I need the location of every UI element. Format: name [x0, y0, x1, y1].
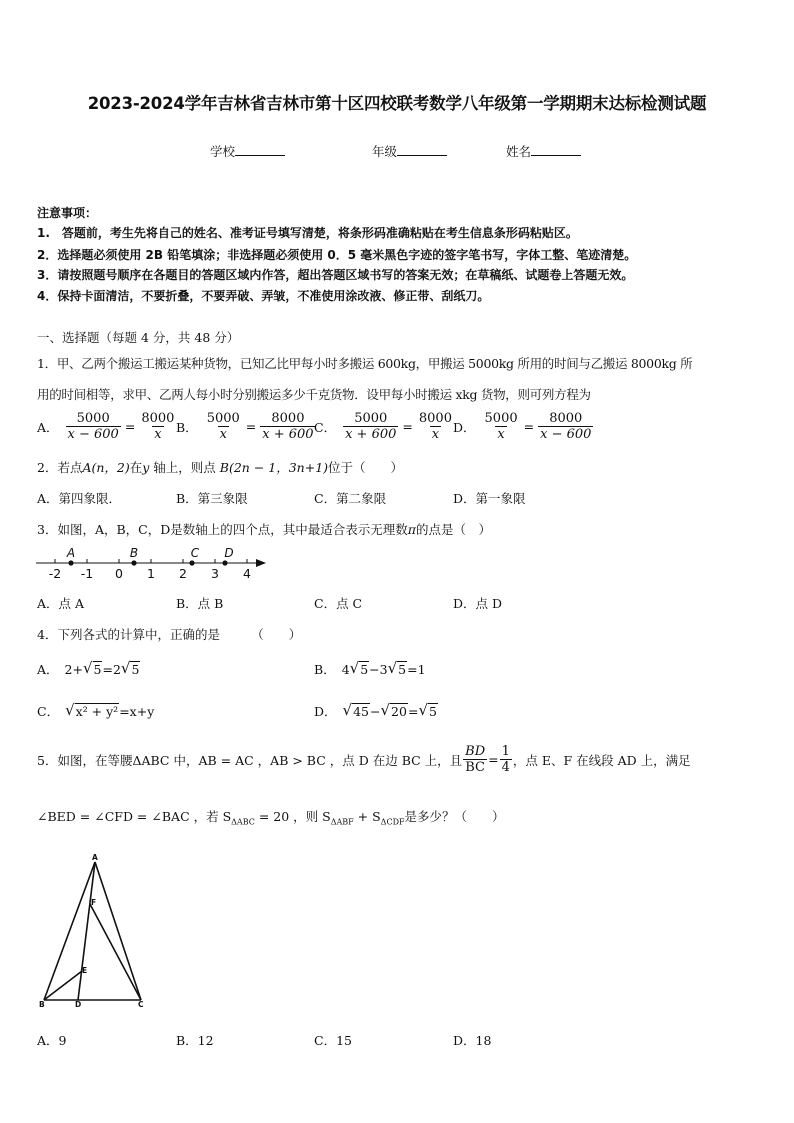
- q1-option-d[interactable]: D． $\frac{5000}{x}$ = $\frac{8000}{x - 600}$: [453, 411, 592, 442]
- vertex-label: A: [92, 853, 98, 862]
- q1-line1: 1．甲、乙两个搬运工搬运某种货物，已知乙比甲每小时多搬运 600kg，甲搬运 5000kg 所用的时间与乙搬运 8000kg 所: [37, 356, 693, 371]
- fraction: $\frac{8000}{x}$: [418, 411, 452, 442]
- q4-option-b[interactable]: B． 4 √ 5 −3 √ 5 =1: [314, 659, 426, 677]
- fraction: $\frac{1}{4}$: [501, 744, 510, 775]
- point-label: B: [129, 546, 139, 560]
- q5-line1: 5．如图，在等腰ΔABC 中，AB = AC ，AB > BC ，点 D 在边 BC 上，且 $\frac{BD}{BC}$ = $\frac{1}{4}$ ，点 E、F 在线段 AD 上，满足: [37, 744, 691, 775]
- section-heading: 一、选择题（每题 4 分，共 48 分）: [37, 330, 240, 345]
- grade-field[interactable]: 年级: [372, 142, 447, 160]
- vertex-label: F: [91, 898, 97, 907]
- q3-option-c[interactable]: C．点 C: [314, 596, 363, 611]
- sqrt: √ 5: [82, 659, 102, 677]
- page-title: 2023-2024学年吉林省吉林市第十区四校联考数学八年级第一学期期末达标检测试题: [87, 94, 707, 113]
- fraction: $\frac{5000}{x}$: [484, 411, 518, 442]
- q5-option-b[interactable]: B．12: [176, 1033, 214, 1048]
- triangle-figure: [36, 852, 156, 1008]
- tick-label: 1: [147, 566, 155, 580]
- q3-text: 3．如图，A，B，C，D是数轴上的四个点，其中最适合表示无理数π的点是（ ）: [37, 522, 491, 537]
- point-c: [189, 560, 194, 565]
- q1-option-a[interactable]: A． $\frac{5000}{x - 600}$ = $\frac{8000}{x}$: [37, 411, 175, 442]
- q4-option-c[interactable]: C． √ x² + y² =x+y: [37, 701, 155, 719]
- q3-option-a[interactable]: A．点 A: [37, 596, 85, 611]
- q2-option-a[interactable]: A．第四象限．: [37, 491, 122, 506]
- segment-cf: [90, 904, 141, 1000]
- point-label: A: [66, 546, 76, 560]
- vertex-label: C: [138, 1000, 144, 1008]
- q4-option-d[interactable]: D． √ 45 − √ 20 = √ 5: [314, 701, 437, 719]
- tick-label: -2: [48, 566, 62, 580]
- tick-label: 0: [115, 566, 123, 580]
- sqrt: √ 5: [349, 659, 369, 677]
- q1-option-c[interactable]: C． $\frac{5000}{x + 600}$ = $\frac{8000}{x}$: [314, 411, 452, 442]
- fraction: $\frac{8000}{x - 600}$: [540, 411, 592, 442]
- fraction: $\frac{5000}{x + 600}$: [345, 411, 397, 442]
- q2-option-c[interactable]: C．第二象限: [314, 491, 387, 506]
- sqrt: √ 45: [342, 701, 369, 719]
- q3-option-b[interactable]: B．点 B: [176, 596, 224, 611]
- q5-option-c[interactable]: C．15: [314, 1033, 352, 1048]
- axis-arrow-icon: [256, 559, 266, 567]
- fraction: $\frac{5000}{x}$: [206, 411, 240, 442]
- sqrt: √ x² + y²: [65, 701, 119, 719]
- q1-option-b[interactable]: B． $\frac{5000}{x}$ = $\frac{8000}{x + 600}$: [176, 411, 314, 442]
- notice-item: 3．请按照题号顺序在各题目的答题区域内作答，超出答题区域书写的答案无效；在草稿纸、试题卷上答题无效。: [37, 268, 634, 282]
- name-field[interactable]: 姓名: [506, 142, 581, 160]
- q5-line2: ∠BED = ∠CFD = ∠BAC ，若 $S_{\Delta ABC} = 20$ ，则 $S_{\Delta ABF} + S_{\Delta CDF}$是多少？（ ）: [37, 809, 505, 827]
- fraction: $\frac{BD}{BC}$: [465, 744, 486, 775]
- sqrt: √ 5: [418, 701, 437, 719]
- point-label: D: [224, 546, 234, 560]
- notice-item: 4．保持卡面清洁，不要折叠，不要弄破、弄皱，不准使用涂改液、修正带、刮纸刀。: [37, 289, 490, 303]
- q4-option-a[interactable]: A． 2+ √ 5 =2 √ 5: [37, 659, 140, 677]
- number-line-figure: [30, 542, 270, 580]
- vertex-label: D: [75, 1000, 82, 1008]
- q4-text: 4．下列各式的计算中，正确的是 （ ）: [37, 627, 302, 642]
- point-label: C: [190, 546, 200, 560]
- segment-ac: [95, 862, 141, 1000]
- tick-label: 2: [179, 566, 187, 580]
- point-a: [68, 560, 73, 565]
- q3-option-d[interactable]: D．点 D: [453, 596, 503, 611]
- fraction: $\frac{8000}{x + 600}$: [262, 411, 314, 442]
- sqrt: √ 5: [387, 659, 407, 677]
- segment-ab: [44, 862, 95, 1000]
- q2-text: 2．若点A(n，2)在y 轴上，则点 B(2n − 1，3n+1)位于（ ）: [37, 460, 404, 475]
- tick-label: 3: [211, 566, 219, 580]
- point-d: [222, 560, 227, 565]
- q2-option-b[interactable]: B．第三象限: [176, 491, 248, 506]
- q2-option-d[interactable]: D．第一象限: [453, 491, 526, 506]
- sqrt: √ 5: [120, 659, 140, 677]
- school-field[interactable]: 学校: [210, 142, 285, 160]
- fraction: $\frac{5000}{x - 600}$: [67, 411, 119, 442]
- vertex-label: E: [82, 966, 88, 975]
- vertex-label: B: [39, 1000, 45, 1008]
- tick-label: 4: [243, 566, 251, 580]
- notice-item: 1. 答题前，考生先将自己的姓名、准考证号填写清楚，将条形码准确粘贴在考生信息条形码粘贴区。: [37, 226, 578, 240]
- sqrt: √ 20: [380, 701, 407, 719]
- fraction: $\frac{8000}{x}$: [141, 411, 175, 442]
- notice-heading: 注意事项：: [37, 206, 98, 220]
- point-b: [131, 560, 136, 565]
- tick-label: -1: [80, 566, 94, 580]
- q5-option-a[interactable]: A．9: [37, 1033, 67, 1048]
- q5-option-d[interactable]: D．18: [453, 1033, 492, 1048]
- notice-item: 2．选择题必须使用 2B 铅笔填涂；非选择题必须使用 0．5 毫米黑色字迹的签字笔书写，字体工整、笔迹清楚。: [37, 248, 637, 262]
- q1-line2: 用的时间相等，求甲、乙两人每小时分别搬运多少千克货物．设甲每小时搬运 xkg 货物，则可列方程为: [37, 387, 591, 402]
